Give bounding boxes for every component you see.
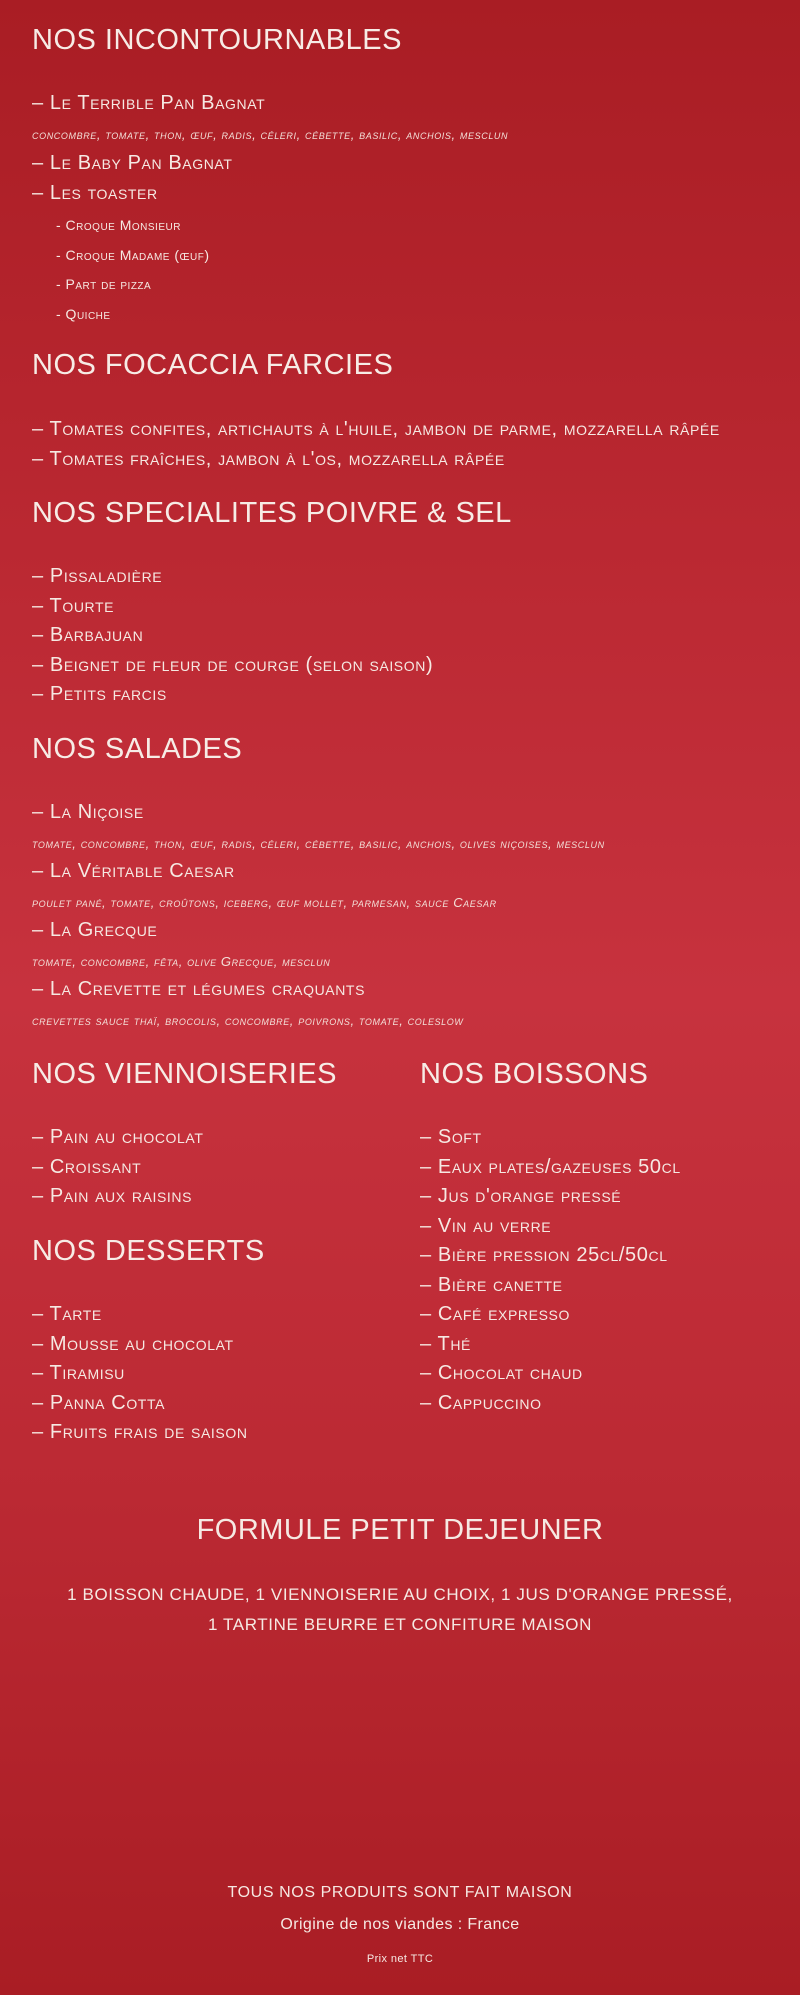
formule-line-1: 1 BOISSON CHAUDE, 1 VIENNOISERIE AU CHOIX, 1 JUS D'ORANGE PRESSÉ, [67,1585,733,1604]
menu-item-pain-au-chocolat: – Pain au chocolat [32,1126,204,1148]
menu-item-nicoise: – La Niçoise [32,801,144,823]
section-title-focaccia: NOS FOCACCIA FARCIES [32,349,394,381]
menu-item-biere-canette: – Bière canette [420,1274,563,1296]
menu-item-tiramisu: – Tiramisu [32,1362,125,1384]
menu-item-jus-orange: – Jus d'orange pressé [420,1185,622,1207]
section-title-boissons: NOS BOISSONS [420,1058,649,1090]
footer-origine-viandes: Origine de nos viandes : France [280,1916,520,1933]
sub-item-croque-monsieur: - Croque Monsieur [56,217,181,233]
menu-item-mousse: – Mousse au chocolat [32,1333,234,1355]
menu-item-caesar: – La Véritable Caesar [32,860,235,882]
menu-item-beignet: – Beignet de fleur de courge (selon saison) [32,654,434,676]
menu-item-description: crevettes sauce thaï, brocolis, concombre, poivrons, tomate, coleslow [32,1013,464,1028]
menu-item-croissant: – Croissant [32,1156,142,1178]
sub-item-croque-madame: - Croque Madame (œuf) [56,247,210,263]
menu-item-the: – Thé [420,1333,471,1355]
menu-item-soft: – Soft [420,1126,482,1148]
section-title-specialites: NOS SPECIALITES POIVRE & SEL [32,497,512,529]
menu-item-cafe: – Café expresso [420,1303,570,1325]
menu-item-vin: – Vin au verre [420,1215,552,1237]
menu-item-description: concombre, tomate, thon, œuf, radis, céleri, cébette, basilic, anchois, mesclun [32,127,509,142]
section-title-salades: NOS SALADES [32,733,243,765]
section-title-desserts: NOS DESSERTS [32,1235,265,1267]
menu-item-description: poulet pané, tomate, croûtons, iceberg, œuf mollet, parmesan, sauce Caesar [32,895,497,910]
menu-item-fruits: – Fruits frais de saison [32,1421,248,1443]
sub-item-quiche: - Quiche [56,306,111,322]
menu-item-cappuccino: – Cappuccino [420,1392,542,1414]
menu-item-biere-pression: – Bière pression 25cl/50cl [420,1244,668,1266]
menu-item-focaccia-2: – Tomates fraîches, jambon à l'os, mozzarella râpée [32,448,505,470]
menu-item-pain-aux-raisins: – Pain aux raisins [32,1185,193,1207]
footer-prix-net: Prix net TTC [366,1953,434,1965]
menu-item-terrible-pan-bagnat: – Le Terrible Pan Bagnat [32,92,266,114]
section-title-viennoiseries: NOS VIENNOISERIES [32,1058,338,1090]
menu-item-crevette: – La Crevette et légumes craquants [32,978,366,1000]
menu-item-chocolat-chaud: – Chocolat chaud [420,1362,583,1384]
menu-item-grecque: – La Grecque [32,919,158,941]
menu-item-focaccia-1: – Tomates confites, artichauts à l'huile, jambon de parme, mozzarella râpée [32,418,720,440]
menu-item-description: tomate, concombre, fêta, olive Grecque, mesclun [32,954,331,969]
menu-item-toaster: – Les toaster [32,182,158,204]
menu-item-description: tomate, concombre, thon, œuf, radis, céleri, cébette, basilic, anchois, olives niçoises, mesclun [32,836,605,851]
menu-item-baby-pan-bagnat: – Le Baby Pan Bagnat [32,152,233,174]
menu-item-barbajuan: – Barbajuan [32,624,144,646]
section-title-incontournables: NOS INCONTOURNABLES [32,24,402,56]
formule-title: FORMULE PETIT DEJEUNER [196,1514,604,1546]
footer-fait-maison: TOUS NOS PRODUITS SONT FAIT MAISON [227,1884,573,1901]
sub-item-part-de-pizza: - Part de pizza [56,276,152,292]
menu-item-tourte: – Tourte [32,595,115,617]
menu-item-eaux: – Eaux plates/gazeuses 50cl [420,1156,681,1178]
menu-item-pissaladiere: – Pissaladière [32,565,163,587]
formule-line-2: 1 TARTINE BEURRE ET CONFITURE MAISON [207,1615,592,1634]
menu-item-petits-farcis: – Petits farcis [32,683,167,705]
menu-item-tarte: – Tarte [32,1303,102,1325]
menu-item-panna-cotta: – Panna Cotta [32,1392,166,1414]
